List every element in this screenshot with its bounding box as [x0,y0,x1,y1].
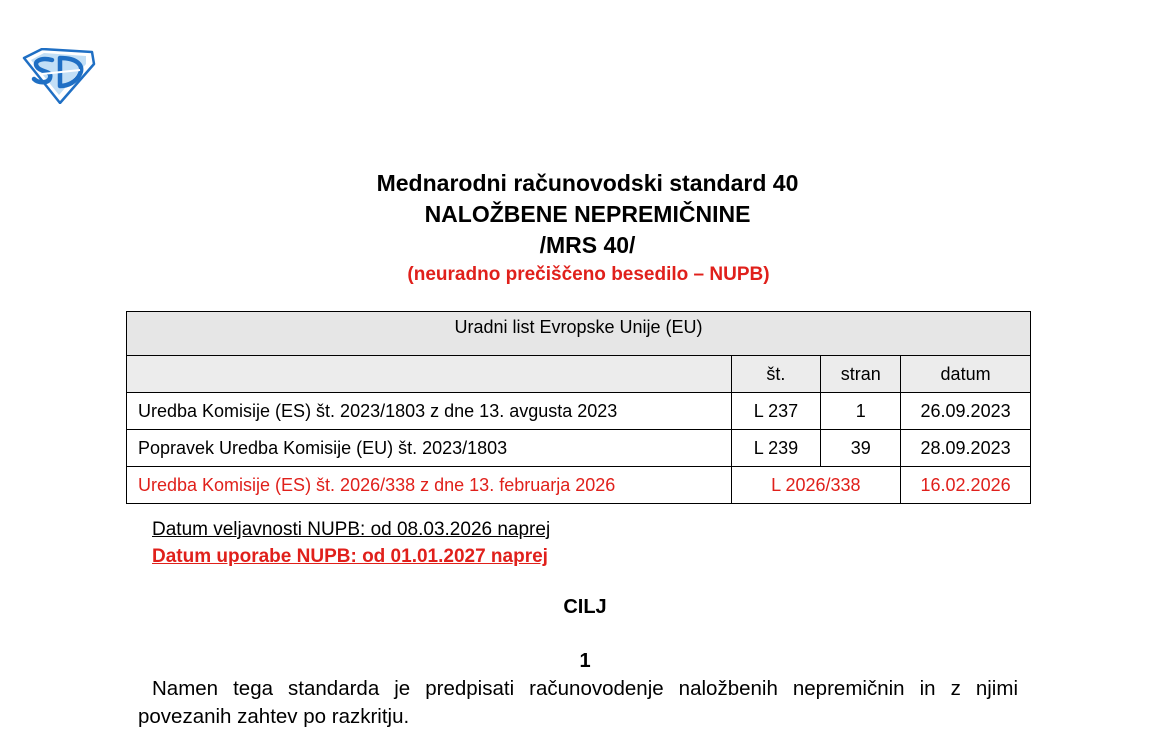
header-cell-stran: stran [821,356,901,393]
title-block [0,168,1157,288]
standard-name: NALOŽBENE NEPREMIČNINE [424,201,751,227]
validity-date: Datum veljavnosti NUPB: od 08.03.2026 naprej [152,519,551,540]
row-reference: L 2026/338 [731,467,901,504]
header-cell-blank [127,356,732,393]
row-description: Uredba Komisije (ES) št. 2023/1803 z dne 13. avgusta 2023 [127,393,732,430]
header-cell-st: št. [731,356,821,393]
table-header-row [127,356,1031,393]
row-datum: 16.02.2026 [901,467,1031,504]
table-row [127,430,1031,467]
section-heading: CILJ [563,596,607,618]
row-datum: 26.09.2023 [901,393,1031,430]
header-cell-datum: datum [901,356,1031,393]
standard-title: Mednarodni računovodski standard 40 [376,170,799,196]
row-description: Uredba Komisije (ES) št. 2026/338 z dne 13. februarja 2026 [127,467,732,504]
row-st: L 237 [731,393,821,430]
standard-code: /MRS 40/ [539,232,636,258]
paragraph-text: Namen tega standarda je predpisati računovodenje naložbenih nepremičnin in z njimi povezanih zahtev po razkritju. [138,677,1018,728]
document-subtitle: (neuradno prečiščeno besedilo – NUPB) [407,264,770,285]
table-caption-row [127,312,1031,356]
row-description: Popravek Uredba Komisije (EU) št. 2023/1803 [127,430,732,467]
official-journal-table [126,311,1031,504]
row-stran: 39 [821,430,901,467]
nupb-dates [152,516,550,570]
row-datum: 28.09.2023 [901,430,1031,467]
paragraph-number: 1 [579,650,591,672]
logo-icon [22,48,96,104]
table-caption: Uradni list Evropske Unije (EU) [127,312,1031,356]
application-date: Datum uporabe NUPB: od 01.01.2027 naprej [152,546,548,567]
row-st: L 239 [731,430,821,467]
table-row [127,467,1031,504]
table-row [127,393,1031,430]
row-stran: 1 [821,393,901,430]
